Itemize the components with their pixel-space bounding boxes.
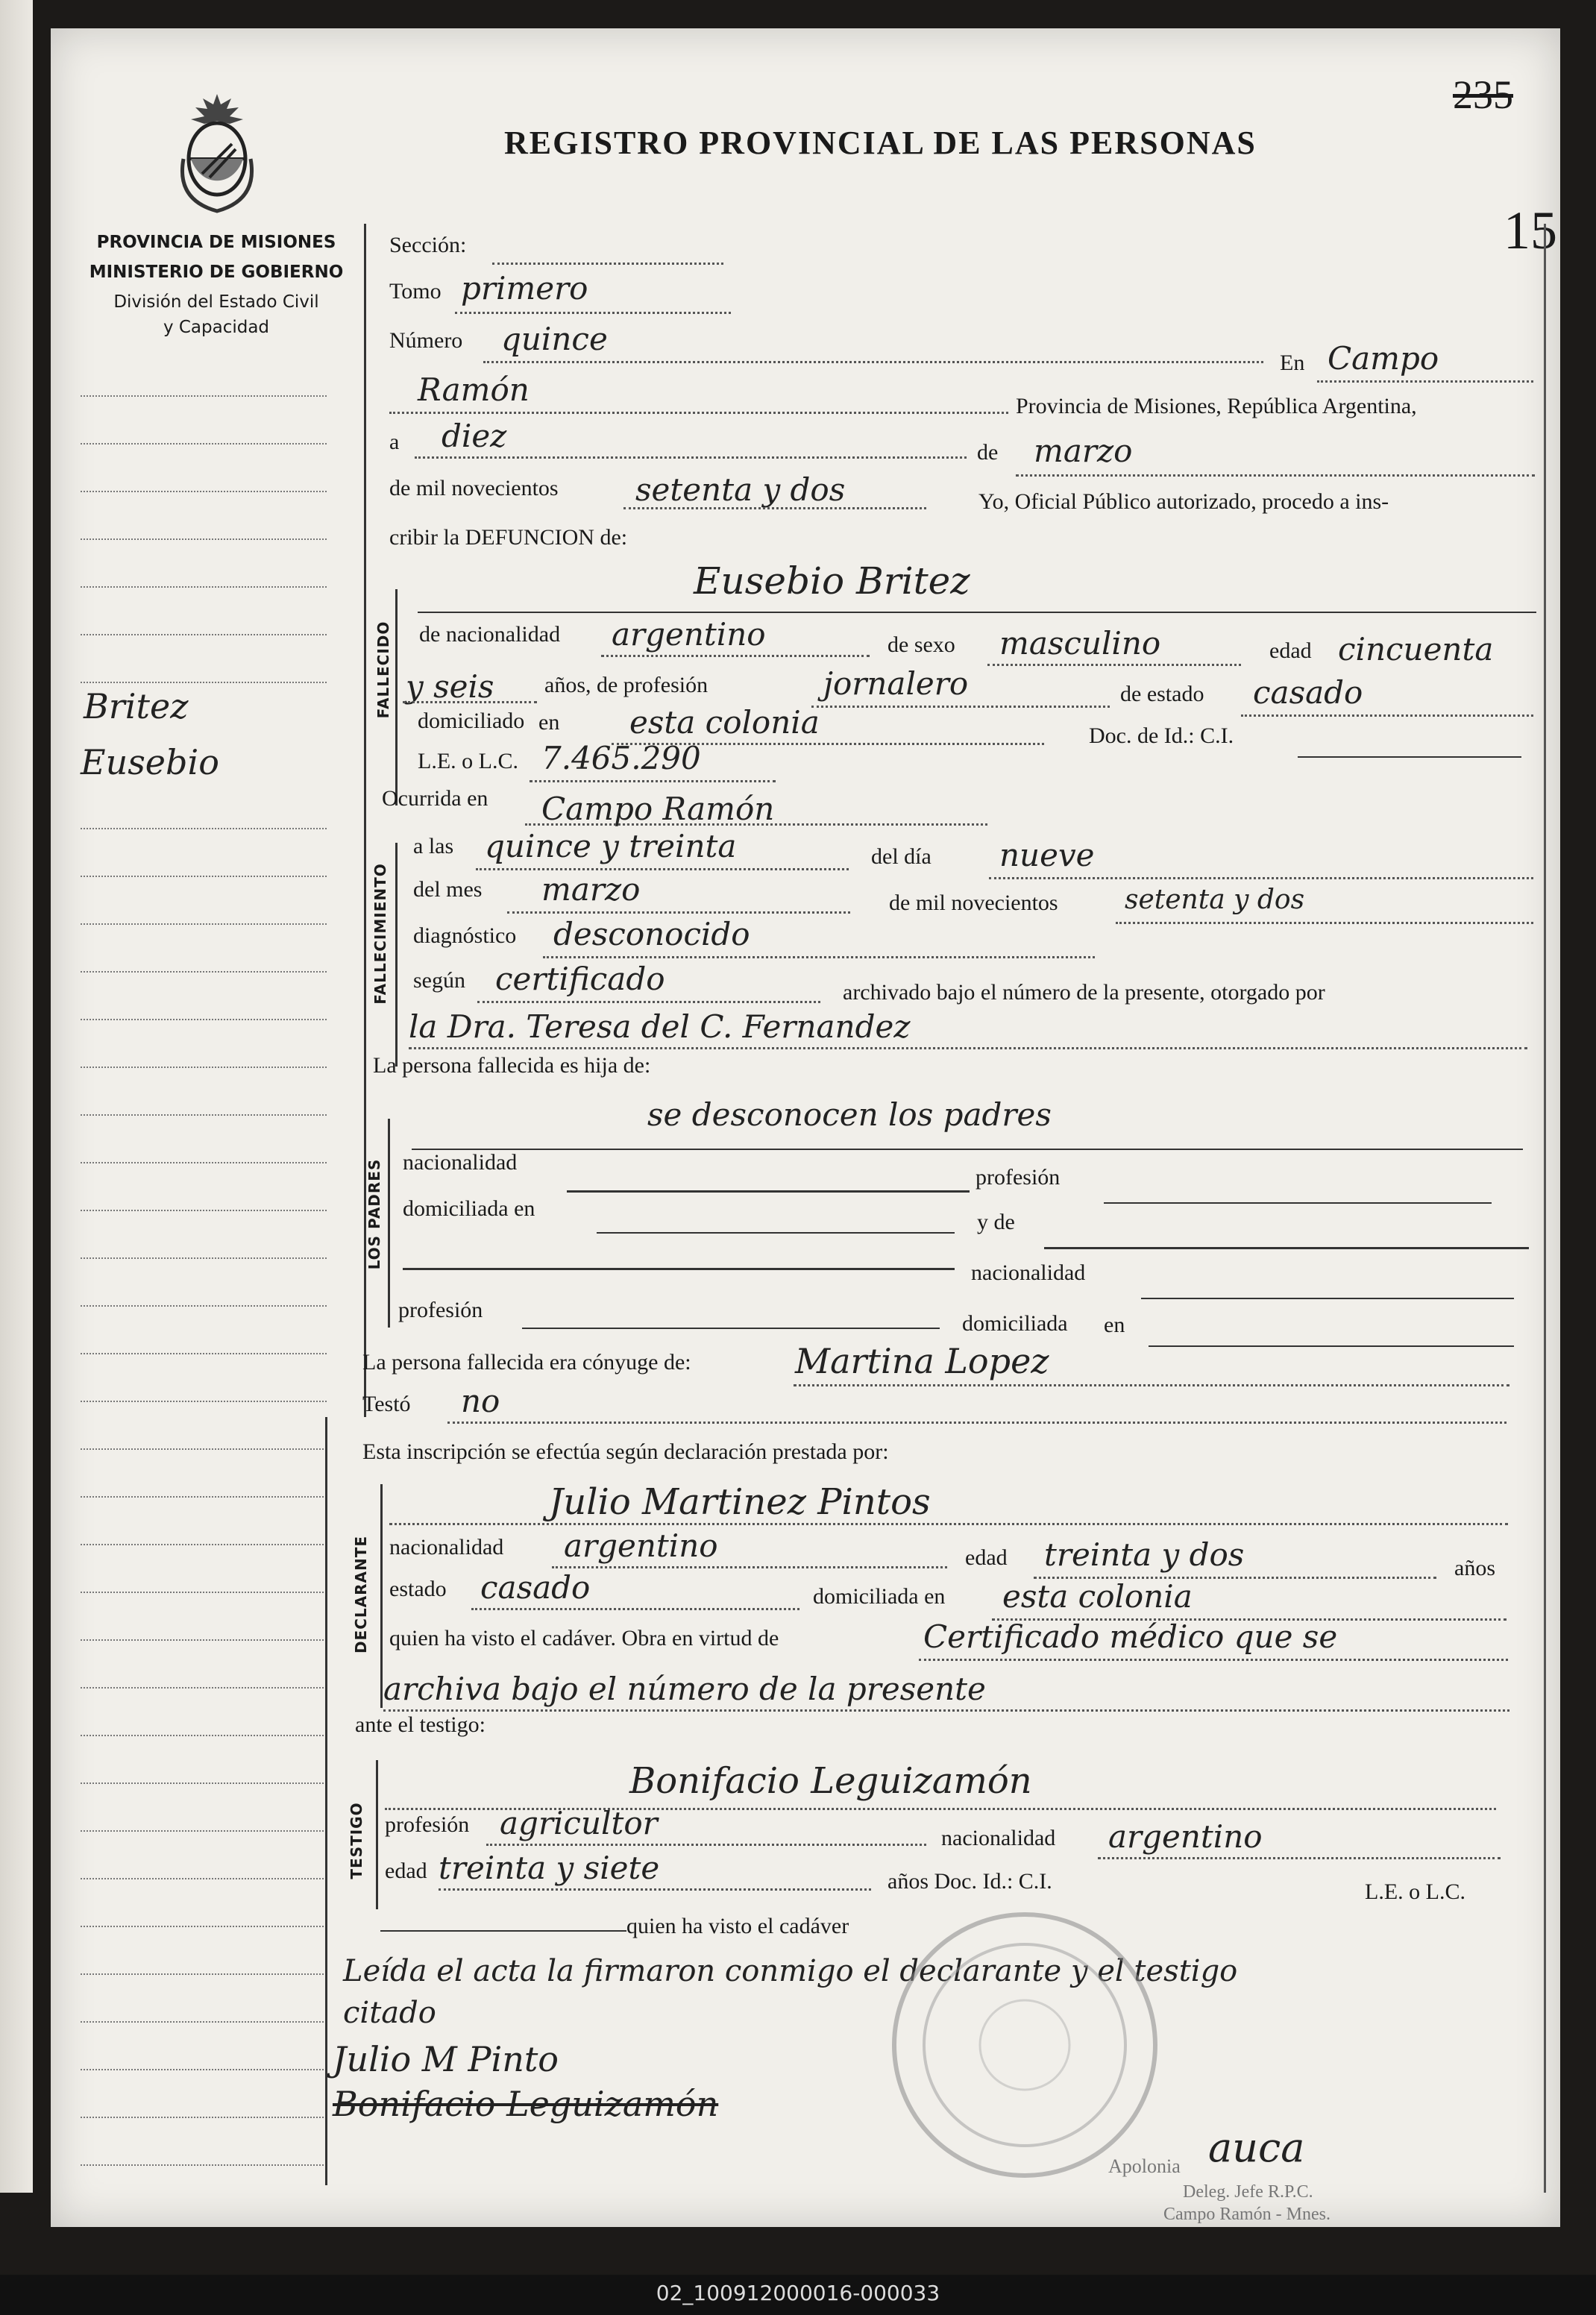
label-numero: Número: [389, 328, 463, 353]
label-inscribir: cribir la DEFUNCION de:: [389, 525, 628, 550]
value-decl-nacionalidad: argentino: [564, 1527, 718, 1564]
label-padre-nacionalidad: nacionalidad: [403, 1150, 518, 1175]
label-segun: según: [413, 968, 465, 993]
label-en: En: [1280, 351, 1305, 375]
value-ocurrida: Campo Ramón: [541, 791, 775, 827]
value-numero: quince: [501, 321, 608, 357]
value-hora: quince y treinta: [485, 828, 737, 864]
label-testo: Testó: [362, 1392, 411, 1416]
value-sexo: masculino: [999, 625, 1161, 662]
stamp-title: Deleg. Jefe R.P.C.: [1183, 2182, 1313, 2202]
label-provincia: Provincia de Misiones, República Argentina,: [1016, 394, 1417, 418]
label-test-quien-visto: quien ha visto el cadáver: [626, 1914, 849, 1938]
value-testo: no: [461, 1383, 500, 1419]
value-test-edad: treinta y siete: [439, 1850, 660, 1886]
org-line-3: División del Estado Civil: [113, 292, 319, 312]
book-binding-edge: [0, 0, 33, 2193]
label-padre-profesion: profesión: [975, 1165, 1061, 1190]
label-a-las: a las: [413, 834, 454, 858]
value-domicilio: esta colonia: [629, 704, 820, 741]
value-mes-fallec: marzo: [541, 871, 641, 908]
section-label-declarante: DECLARANTE: [352, 1535, 370, 1654]
label-tomo: Tomo: [389, 279, 442, 304]
value-profesion: jornalero: [823, 665, 969, 702]
value-nacionalidad: argentino: [612, 616, 766, 653]
label-decl-nacionalidad: nacionalidad: [389, 1535, 504, 1559]
label-de-estado: de estado: [1120, 682, 1204, 706]
label-test-edad: edad: [385, 1859, 427, 1883]
org-line-2: MINISTERIO DE GOBIERNO: [89, 263, 344, 282]
value-test-nacionalidad: argentino: [1108, 1818, 1263, 1855]
label-edad: edad: [1269, 638, 1312, 663]
section-label-testigo: TESTIGO: [348, 1802, 365, 1879]
label-de-mil-nov: de mil novecientos: [889, 890, 1058, 915]
value-anio-fallec: setenta y dos: [1125, 885, 1305, 915]
value-dia-fallec: nueve: [999, 837, 1095, 873]
value-le-numero: 7.465.290: [541, 740, 701, 776]
scan-file-id: 02_100912000016-000033: [656, 2281, 940, 2305]
section-label-padres: LOS PADRES: [365, 1158, 383, 1270]
value-segun: certificado: [495, 961, 665, 997]
struck-page-number: 235: [1453, 72, 1513, 117]
label-diagnostico: diagnóstico: [413, 923, 517, 948]
value-nombre: Eusebio Britez: [694, 559, 970, 603]
value-conyuge: Martina Lopez: [795, 1341, 1049, 1381]
label-ante-testigo: ante el testigo:: [355, 1712, 486, 1737]
page-number: 15: [1504, 201, 1557, 260]
stamp-name: Apolonia: [1108, 2155, 1181, 2177]
value-lugar-1: Campo: [1328, 340, 1439, 377]
label-hija-de: La persona fallecida es hija de:: [373, 1053, 651, 1078]
value-edad-2: y seis: [406, 668, 494, 705]
label-test-nacionalidad: nacionalidad: [941, 1826, 1056, 1850]
margin-note-surname: Britez: [84, 686, 189, 726]
official-signature: auca: [1208, 2124, 1305, 2171]
value-decl-edad: treinta y dos: [1044, 1536, 1245, 1573]
value-decl-estado: casado: [480, 1569, 591, 1606]
label-madre-nacionalidad: nacionalidad: [971, 1260, 1086, 1285]
value-obra-1: Certificado médico que se: [923, 1618, 1338, 1655]
label-decl-edad: edad: [965, 1545, 1008, 1570]
value-estado: casado: [1253, 674, 1363, 711]
page-title: REGISTRO PROVINCIAL DE LAS PERSONAS: [504, 125, 1257, 161]
label-domiciliado: domiciliado: [418, 709, 525, 733]
label-archivado: archivado bajo el número de la presente, otorgado por: [843, 980, 1325, 1005]
official-seal-stamp-icon: [883, 1903, 1166, 2187]
label-decl-anos: años: [1454, 1556, 1495, 1580]
label-anos-profesion: años, de profesión: [544, 673, 709, 697]
value-declarante: Julio Martinez Pintos: [549, 1481, 931, 1523]
label-conyuge: La persona fallecida era cónyuge de:: [362, 1350, 691, 1375]
value-anio: setenta y dos: [635, 471, 846, 508]
label-de-mil: de mil novecientos: [389, 476, 559, 500]
value-obra-2: archiva bajo el número de la presente: [383, 1671, 986, 1707]
label-doc-id: Doc. de Id.: C.I.: [1089, 723, 1234, 748]
label-le-lc: L.E. o L.C.: [418, 749, 518, 773]
margin-note-firstname: Eusebio: [81, 742, 219, 782]
label-decl-estado: estado: [389, 1577, 447, 1601]
label-test-le-lc: L.E. o L.C.: [1365, 1879, 1465, 1904]
value-otorgado-por: la Dra. Teresa del C. Fernandez: [409, 1008, 911, 1045]
label-en-domicilio: en: [538, 710, 560, 735]
label-nacionalidad-de: de nacionalidad: [419, 622, 561, 647]
value-decl-domicilio: esta colonia: [1002, 1578, 1193, 1615]
value-edad-1: cincuenta: [1338, 631, 1494, 668]
coat-of-arms-icon: [176, 88, 258, 215]
value-diagnostico: desconocido: [553, 916, 750, 952]
section-label-fallecido: FALLECIDO: [374, 621, 392, 719]
value-padres: se desconocen los padres: [647, 1096, 1052, 1133]
value-mes: marzo: [1034, 433, 1133, 469]
label-quien-visto-obra: quien ha visto el cadáver. Obra en virtud de: [389, 1626, 779, 1650]
label-del-mes: del mes: [413, 877, 483, 902]
label-padre-domiciliada: domiciliada en: [403, 1196, 535, 1221]
label-inscripcion: Esta inscripción se efectúa según declaración prestada por:: [362, 1439, 889, 1464]
signature-testigo: Bonifacio Leguizamón: [333, 2084, 719, 2124]
org-line-4: y Capacidad: [163, 318, 270, 337]
value-dia: diez: [442, 418, 507, 454]
label-del-dia: del día: [871, 844, 931, 869]
label-madre-domiciliada: domiciliada: [962, 1311, 1068, 1336]
label-test-profesion: profesión: [385, 1812, 470, 1837]
value-tomo: primero: [461, 270, 588, 307]
closing-line-2: citado: [343, 1996, 436, 2030]
label-y-de: y de: [977, 1210, 1015, 1234]
label-seccion: Sección:: [389, 233, 467, 257]
label-madre-en: en: [1104, 1313, 1125, 1337]
signature-declarante: Julio M Pinto: [333, 2039, 559, 2079]
label-decl-domiciliada: domiciliada en: [813, 1584, 946, 1609]
label-ocurrida: Ocurrida en: [382, 786, 488, 811]
label-madre-profesion: profesión: [398, 1298, 483, 1322]
closing-line-1: Leída el acta la firmaron conmigo el declarante y el testigo: [343, 1954, 1238, 1988]
label-de: de: [977, 440, 999, 465]
org-line-1: PROVINCIA DE MISIONES: [96, 233, 336, 252]
stamp-location: Campo Ramón - Mnes.: [1163, 2205, 1330, 2224]
value-lugar-2: Ramón: [418, 371, 530, 408]
value-test-profesion: agricultor: [500, 1805, 658, 1841]
section-label-fallecimiento: FALLECIMIENTO: [371, 863, 389, 1005]
label-yo-oficial: Yo, Oficial Público autorizado, procedo a ins-: [978, 489, 1389, 514]
label-sexo: de sexo: [887, 632, 955, 657]
value-testigo: Bonifacio Leguizamón: [629, 1760, 1032, 1802]
label-a: a: [389, 430, 400, 454]
label-test-anos-doc: años Doc. Id.: C.I.: [887, 1869, 1052, 1894]
